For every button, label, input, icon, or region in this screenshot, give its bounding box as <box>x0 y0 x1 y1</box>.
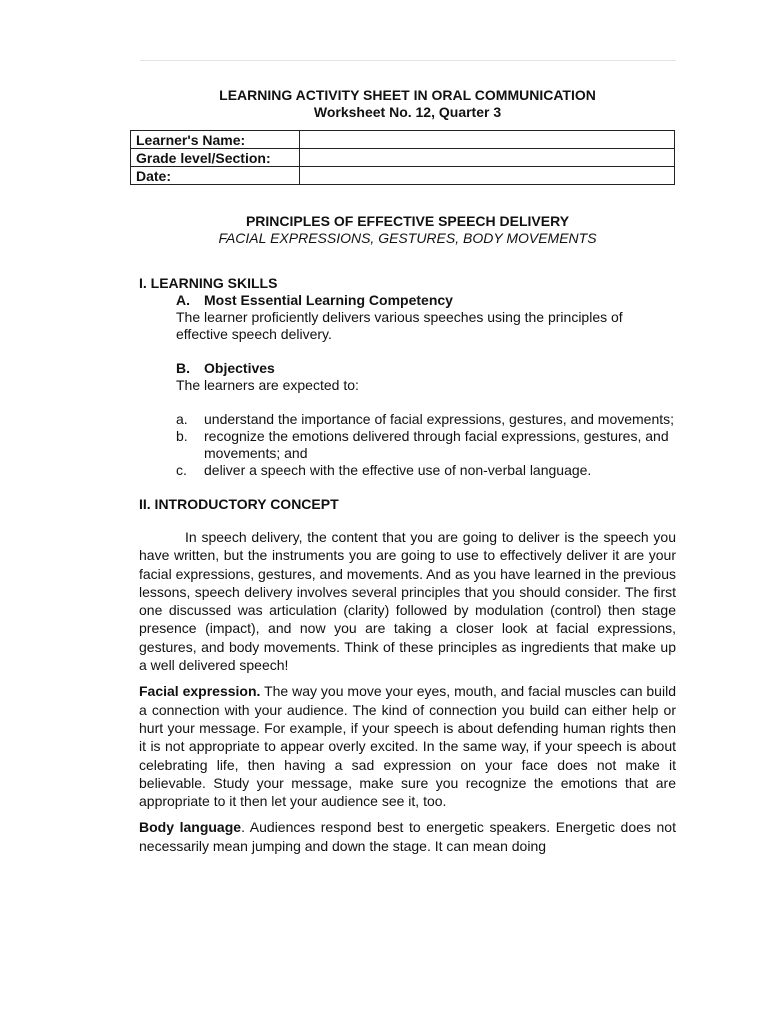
top-divider <box>140 60 676 61</box>
list-item <box>176 462 676 479</box>
grade-section-label: Grade level/Section: <box>131 149 300 167</box>
objectives-letter: B. <box>176 360 190 376</box>
facial-expression-term: Facial expression. <box>139 683 261 700</box>
body-language-paragraph <box>139 818 676 855</box>
objectives-intro: The learners are expected to: <box>176 377 359 393</box>
topic-title: PRINCIPLES OF EFFECTIVE SPEECH DELIVERY <box>245 213 570 229</box>
grade-section-field[interactable] <box>300 149 675 167</box>
objective-text: deliver a speech with the effective use of non-verbal language. <box>204 462 592 478</box>
learner-name-field[interactable] <box>300 131 675 149</box>
document-title: LEARNING ACTIVITY SHEET IN ORAL COMMUNICATION <box>219 87 596 103</box>
introductory-heading: II. INTRODUCTORY CONCEPT <box>139 496 339 512</box>
objective-text: recognize the emotions delivered through facial expressions, gestures, and movements; and <box>204 428 669 461</box>
intro-paragraph: In speech delivery, the content that you are going to deliver is the speech you have written, but the instruments you are going to use to effectively deliver it are your facial expressions, gestures, and movements. And as you have learned in the previous lessons, speech delivery involves several principles that you should consider. The first one discussed was articulation (clarity) followed by modulation (control) then stage presence (impact), and now you are taking a closer look at facial expressions, gestures, and body movements. Think of these principles as ingredients that make up a well delivered speech! <box>139 529 676 674</box>
competency-section <box>176 292 676 479</box>
body-language-text: . Audiences respond best to energetic speakers. Energetic does not necessarily mean jumping and down the stage. It can mean doing <box>139 819 676 854</box>
list-item <box>176 411 676 428</box>
objective-letter: a. <box>176 411 188 427</box>
competency-heading-text: Most Essential Learning Competency <box>204 292 453 308</box>
facial-expression-paragraph <box>139 682 676 810</box>
objective-letter: c. <box>176 462 187 478</box>
table-row <box>131 149 675 167</box>
topic-subtitle: FACIAL EXPRESSIONS, GESTURES, BODY MOVEMENTS <box>218 230 597 246</box>
objective-letter: b. <box>176 428 188 444</box>
body-language-term: Body language <box>139 819 242 836</box>
worksheet-number: Worksheet No. 12, Quarter 3 <box>313 104 502 120</box>
competency-letter: A. <box>176 292 190 308</box>
learning-skills-heading: I. LEARNING SKILLS <box>139 275 278 291</box>
facial-expression-text: The way you move your eyes, mouth, and facial muscles can build a connection with your audience. The kind of connection you build can either help or hurt your message. For example, if your speech is about defending human rights then it is not appropriate to appear overly excited. In the same way, if your speech is about celebrating life, then having a sad expression on your face does not make it believable. Study your message, make sure you recognize the emotions that are appropriate to it then let your audience see it, too. <box>139 683 676 810</box>
table-row <box>131 131 675 149</box>
objective-text: understand the importance of facial expressions, gestures, and movements; <box>204 411 675 427</box>
learner-info-table <box>130 130 675 185</box>
competency-text: The learner proficiently delivers various speeches using the principles of effective speech delivery. <box>176 309 623 342</box>
date-field[interactable] <box>300 167 675 185</box>
table-row <box>131 167 675 185</box>
learner-name-label: Learner's Name: <box>131 131 300 149</box>
list-item <box>176 428 676 462</box>
objectives-heading <box>176 360 676 377</box>
date-label: Date: <box>131 167 300 185</box>
objectives-heading-text: Objectives <box>204 360 275 376</box>
document-content <box>136 87 676 855</box>
competency-heading <box>176 292 676 309</box>
